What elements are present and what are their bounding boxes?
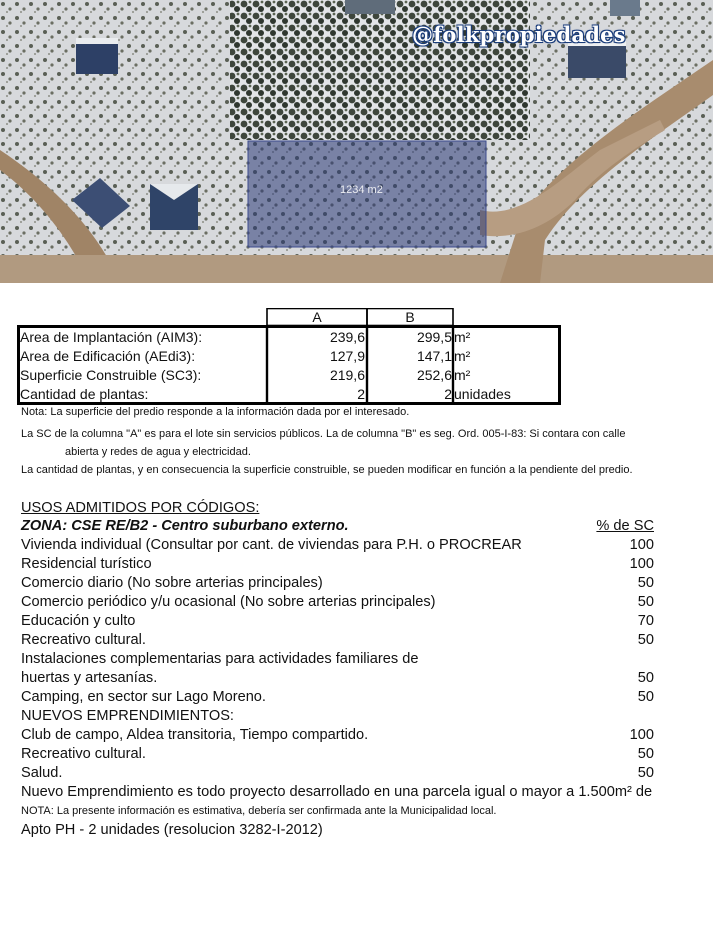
- row-label: Superficie Construible (SC3):: [20, 367, 202, 383]
- apto-ph: Apto PH - 2 unidades (resolucion 3282-I-2012): [21, 822, 323, 838]
- uso-item: huertas y artesanías.: [21, 670, 158, 686]
- row-label: Area de Implantación (AIM3):: [20, 329, 203, 345]
- uso-item: Educación y culto: [21, 613, 136, 629]
- uso-item: Comercio periódico y/u ocasional (No sobre arterias principales): [21, 594, 436, 610]
- row-label: Area de Edificación (AEdi3):: [20, 348, 196, 364]
- row-value-b: 299,5: [416, 329, 452, 345]
- uso-pct: 50: [637, 689, 654, 705]
- uso-pct: 100: [629, 537, 654, 553]
- nuevo-item: Recreativo cultural.: [21, 746, 146, 762]
- final-note: NOTA: La presente información es estimativa, debería ser confirmada ante la Municipalidad local.: [21, 805, 497, 817]
- uso-pct: 50: [637, 575, 654, 591]
- uso-item: Residencial turístico: [21, 556, 152, 572]
- lot-area-label: 1234 m2: [340, 184, 383, 196]
- usos-heading: USOS ADMITIDOS POR CÓDIGOS:: [21, 500, 260, 516]
- row-unit: m²: [454, 367, 471, 383]
- row-value-a: 127,9: [329, 348, 365, 364]
- uso-pct: 100: [629, 556, 654, 572]
- row-value-b: 147,1: [416, 348, 452, 364]
- row-label: Cantidad de plantas:: [20, 386, 149, 402]
- uso-item: Instalaciones complementarias para actividades familiares de: [21, 651, 419, 667]
- pct-header: % de SC: [596, 518, 654, 534]
- uso-pct: 50: [637, 670, 654, 686]
- uso-pct: 50: [637, 632, 654, 648]
- note-sc-line2: abierta y redes de agua y electricidad.: [65, 446, 251, 458]
- column-header-b: B: [405, 309, 415, 325]
- nuevos-heading: NUEVOS EMPRENDIMIENTOS:: [21, 708, 234, 724]
- nuevo-item: Salud.: [21, 765, 63, 781]
- uso-item: Camping, en sector sur Lago Moreno.: [21, 689, 266, 705]
- note-plantas: La cantidad de plantas, y en consecuencia la superficie construible, se pueden modificar en función a la pendiente del predio.: [21, 464, 633, 476]
- note-sc-line1: La SC de la columna "A" es para el lote sin servicios públicos. La de columna "B" es seg. Ord. 005-I-83: Si contara con calle: [21, 428, 626, 440]
- uso-item: Vivienda individual (Consultar por cant. de viviendas para P.H. o PROCREAR: [21, 537, 522, 553]
- row-value-a: 219,6: [329, 367, 365, 383]
- zona-title: ZONA: CSE RE/B2 - Centro suburbano externo.: [21, 518, 349, 534]
- column-header-a: A: [312, 309, 322, 325]
- row-value-b: 2: [444, 386, 452, 402]
- uso-pct: 70: [637, 613, 654, 629]
- uso-item: Comercio diario (No sobre arterias principales): [21, 575, 323, 591]
- note-surface: Nota: La superficie del predio responde a la información dada por el interesado.: [21, 406, 410, 418]
- nuevo-pct: 50: [637, 746, 654, 762]
- uso-item: Recreativo cultural.: [21, 632, 146, 648]
- row-unit: m²: [454, 329, 471, 345]
- nuevo-pct: 50: [637, 765, 654, 781]
- aerial-photo: [0, 0, 713, 283]
- nuevo-pct: 100: [629, 727, 654, 743]
- row-value-b: 252,6: [416, 367, 452, 383]
- nuevo-item: Club de campo, Aldea transitoria, Tiempo compartido.: [21, 727, 369, 743]
- row-value-a: 2: [357, 386, 365, 402]
- nuevo-definition: Nuevo Emprendimiento es todo proyecto desarrollado en una parcela igual o mayor a 1.500m² de: [21, 784, 653, 800]
- row-unit: m²: [454, 348, 471, 364]
- row-value-a: 239,6: [329, 329, 365, 345]
- watermark: @folkpropiedades: [412, 22, 626, 47]
- row-unit: unidades: [454, 386, 511, 402]
- uso-pct: 50: [637, 594, 654, 610]
